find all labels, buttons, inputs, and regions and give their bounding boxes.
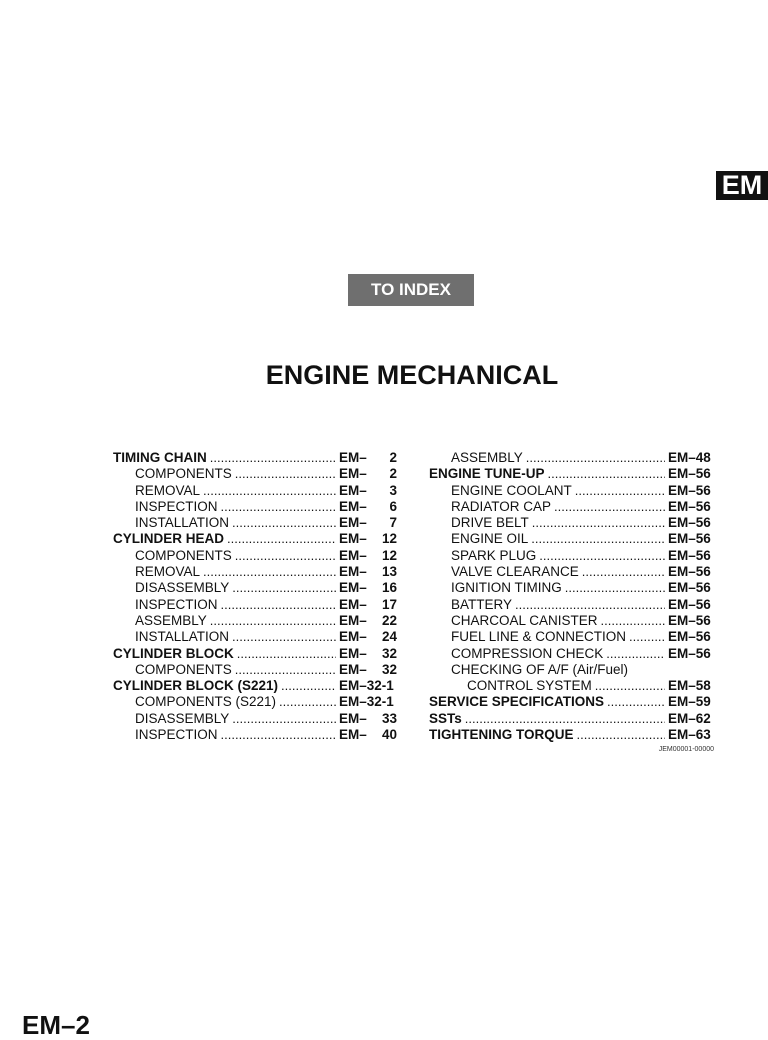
toc-page-ref xyxy=(339,694,397,710)
toc-entry-label: REMOVAL xyxy=(135,564,201,580)
toc-leader-dots xyxy=(575,483,665,499)
toc-page-prefix: EM– xyxy=(339,629,367,645)
toc-entry[interactable] xyxy=(429,499,712,515)
toc-page-number: 13 xyxy=(381,564,397,580)
toc-entry[interactable] xyxy=(113,483,397,499)
toc-entry-label: ASSEMBLY xyxy=(135,612,207,628)
toc-page-prefix: EM–56 xyxy=(668,596,711,612)
toc-leader-dots xyxy=(577,727,665,743)
toc-leader-dots xyxy=(582,564,665,580)
toc-page-ref xyxy=(339,466,397,482)
toc-leader-dots xyxy=(532,515,665,531)
toc-leader-dots xyxy=(281,678,336,694)
toc-page-prefix: EM– xyxy=(339,466,367,482)
toc-entry[interactable] xyxy=(113,580,397,596)
toc-page-ref xyxy=(339,483,397,499)
toc-page-number: 24 xyxy=(381,629,397,645)
toc-leader-dots xyxy=(235,466,336,482)
toc-page-number: 12 xyxy=(381,547,397,563)
toc-page-prefix: EM–59 xyxy=(668,694,711,710)
toc-entry[interactable] xyxy=(429,548,712,564)
toc-entry-label: TIGHTENING TORQUE xyxy=(429,727,574,743)
toc-page-ref xyxy=(668,515,712,531)
toc-page-ref xyxy=(339,515,397,531)
toc-page-prefix: EM–56 xyxy=(668,515,711,531)
toc-entry-label: COMPRESSION CHECK xyxy=(451,645,604,661)
toc-entry-label: ENGINE COOLANT xyxy=(451,482,572,498)
toc-leader-dots xyxy=(232,629,336,645)
toc-leader-dots xyxy=(221,597,336,613)
toc-entry[interactable] xyxy=(113,466,397,482)
toc-entry-label: COMPONENTS xyxy=(135,466,232,482)
toc-leader-dots xyxy=(548,466,665,482)
toc-leader-dots xyxy=(235,662,336,678)
toc-page-number: 32 xyxy=(381,661,397,677)
toc-page-ref xyxy=(339,646,397,662)
toc-entry-label: CYLINDER HEAD xyxy=(113,531,225,547)
toc-leader-dots xyxy=(210,613,336,629)
toc-entry[interactable] xyxy=(429,597,712,613)
toc-entry[interactable] xyxy=(429,662,712,678)
toc-page-ref xyxy=(668,564,712,580)
toc-page-ref xyxy=(339,499,397,515)
toc-entry[interactable] xyxy=(429,613,712,629)
toc-page-prefix: EM– xyxy=(339,661,367,677)
toc-page-ref xyxy=(339,662,397,678)
toc-entry-label: FUEL LINE & CONNECTION xyxy=(451,629,627,645)
toc-entry[interactable] xyxy=(113,515,397,531)
toc-page-prefix: EM– xyxy=(339,498,367,514)
toc-page-prefix: EM– xyxy=(339,564,367,580)
toc-leader-dots xyxy=(232,711,336,727)
toc-page-ref xyxy=(668,727,712,743)
toc-entry-label: COMPONENTS xyxy=(135,661,232,677)
toc-leader-dots xyxy=(237,646,336,662)
toc-page-number: 22 xyxy=(381,612,397,628)
toc-right-column xyxy=(429,450,712,743)
toc-page-ref xyxy=(339,613,397,629)
toc-entry-label: CYLINDER BLOCK (S221) xyxy=(113,678,279,694)
toc-entry-label: ASSEMBLY xyxy=(451,450,523,465)
toc-entry[interactable] xyxy=(429,580,712,596)
toc-page-ref xyxy=(668,629,712,645)
toc-entry-label: DISASSEMBLY xyxy=(135,580,230,596)
toc-entry-label: VALVE CLEARANCE xyxy=(451,564,579,580)
toc-entry[interactable] xyxy=(429,646,712,662)
toc-entry[interactable] xyxy=(113,711,397,727)
toc-entry-label: COMPONENTS xyxy=(135,547,232,563)
toc-entry[interactable] xyxy=(113,548,397,564)
toc-page-prefix: EM–63 xyxy=(668,727,711,743)
toc-leader-dots xyxy=(629,629,665,645)
toc-leader-dots xyxy=(232,580,336,596)
toc-entry[interactable] xyxy=(113,646,397,662)
toc-entry[interactable] xyxy=(429,564,712,580)
document-code: JEM00001-00000 xyxy=(658,746,714,753)
toc-page-prefix: EM–56 xyxy=(668,498,711,514)
toc-page-ref xyxy=(668,694,712,710)
toc-page-prefix: EM–56 xyxy=(668,645,711,661)
toc-page-prefix: EM–56 xyxy=(668,466,711,482)
toc-entry-label: INSPECTION xyxy=(135,498,218,514)
toc-entry[interactable] xyxy=(113,694,397,710)
toc-entry[interactable] xyxy=(113,597,397,613)
toc-page-ref xyxy=(668,499,712,515)
toc-entry-label: INSPECTION xyxy=(135,596,218,612)
toc-page-ref xyxy=(668,548,712,564)
toc-page-ref xyxy=(339,564,397,580)
toc-entry[interactable] xyxy=(429,711,712,727)
toc-page-prefix: EM–56 xyxy=(668,629,711,645)
toc-page-ref xyxy=(339,450,397,466)
toc-entry[interactable] xyxy=(113,450,397,466)
toc-page-prefix: EM–32-1 xyxy=(339,694,394,710)
toc-leader-dots xyxy=(210,450,336,466)
toc-entry-label: CONTROL SYSTEM xyxy=(467,678,592,694)
to-index-button[interactable]: TO INDEX xyxy=(348,274,474,306)
toc-page-ref xyxy=(339,727,397,743)
toc-page-ref xyxy=(339,531,397,547)
toc-entry-label: SPARK PLUG xyxy=(451,547,537,563)
toc-leader-dots xyxy=(515,597,665,613)
toc-page-ref xyxy=(668,678,712,694)
toc-entry-label: BATTERY xyxy=(451,596,513,612)
toc-page-ref xyxy=(339,580,397,596)
toc-entry[interactable] xyxy=(113,613,397,629)
toc-leader-dots xyxy=(601,613,665,629)
toc-page-prefix: EM–62 xyxy=(668,710,711,726)
toc-leader-dots xyxy=(232,515,336,531)
toc-page-prefix: EM– xyxy=(339,482,367,498)
toc-leader-dots xyxy=(227,531,336,547)
toc-page-ref xyxy=(668,711,712,727)
page-title: ENGINE MECHANICAL xyxy=(265,360,559,390)
toc-entry-label: SSTs xyxy=(429,710,462,726)
toc-entry[interactable] xyxy=(429,483,712,499)
toc-page-ref xyxy=(668,466,712,482)
toc-entry[interactable] xyxy=(429,450,712,466)
toc-entry-label: IGNITION TIMING xyxy=(451,580,562,596)
toc-leader-dots xyxy=(539,548,665,564)
toc-page-ref xyxy=(339,597,397,613)
toc-leader-dots xyxy=(203,564,336,580)
toc-page-ref xyxy=(668,646,712,662)
toc-entry-label: SERVICE SPECIFICATIONS xyxy=(429,694,605,710)
toc-leader-dots xyxy=(279,694,336,710)
toc-entry[interactable] xyxy=(429,678,712,694)
toc-entry[interactable] xyxy=(429,727,712,743)
toc-left-column xyxy=(113,450,397,743)
toc-leader-dots xyxy=(595,678,665,694)
toc-leader-dots xyxy=(607,694,665,710)
toc-page-ref xyxy=(339,678,397,694)
toc-page-prefix: EM– xyxy=(339,727,367,743)
toc-entry[interactable] xyxy=(429,515,712,531)
page-number-footer: EM–2 xyxy=(22,1010,90,1040)
toc-entry-label: TIMING CHAIN xyxy=(113,450,207,465)
toc-entry[interactable] xyxy=(113,564,397,580)
toc-page-prefix: EM–58 xyxy=(668,678,711,694)
toc-entry[interactable] xyxy=(113,629,397,645)
toc-leader-dots xyxy=(203,483,336,499)
toc-page-prefix: EM– xyxy=(339,612,367,628)
toc-page-number: 3 xyxy=(389,482,397,498)
toc-page-ref xyxy=(339,629,397,645)
toc-page-ref xyxy=(668,531,712,547)
toc-page-prefix: EM–56 xyxy=(668,547,711,563)
toc-entry[interactable] xyxy=(429,531,712,547)
toc-page-prefix: EM–56 xyxy=(668,580,711,596)
toc-page-number: 7 xyxy=(389,515,397,531)
toc-entry[interactable] xyxy=(113,499,397,515)
toc-page-prefix: EM–56 xyxy=(668,564,711,580)
toc-entry-label: ENGINE OIL xyxy=(451,531,529,547)
toc-page-number: 6 xyxy=(389,498,397,514)
toc-entry-label: CYLINDER BLOCK xyxy=(113,645,234,661)
toc-entry-label: CHARCOAL CANISTER xyxy=(451,612,598,628)
toc-entry-label: INSTALLATION xyxy=(135,629,230,645)
toc-page-number: 33 xyxy=(381,710,397,726)
toc-entry-label: INSTALLATION xyxy=(135,515,230,531)
toc-page-ref xyxy=(668,613,712,629)
toc-page-ref xyxy=(668,483,712,499)
toc-entry-label: COMPONENTS (S221) xyxy=(135,694,277,710)
toc-page-ref xyxy=(339,711,397,727)
toc-page-prefix: EM– xyxy=(339,450,367,465)
toc-page-prefix: EM– xyxy=(339,580,367,596)
toc-entry[interactable] xyxy=(429,694,712,710)
toc-page-prefix: EM–56 xyxy=(668,612,711,628)
toc-entry-label: RADIATOR CAP xyxy=(451,498,552,514)
toc-entry[interactable] xyxy=(429,466,712,482)
toc-leader-dots xyxy=(554,499,665,515)
toc-leader-dots xyxy=(221,499,336,515)
toc-leader-dots xyxy=(565,580,665,596)
toc-page-number: 17 xyxy=(381,596,397,612)
toc-entry-label: DISASSEMBLY xyxy=(135,710,230,726)
toc-page-prefix: EM– xyxy=(339,531,367,547)
toc-page-number: 2 xyxy=(389,450,397,465)
toc-entry-label: CHECKING OF A/F (Air/Fuel) xyxy=(451,661,629,677)
toc-page-prefix: EM– xyxy=(339,645,367,661)
toc-page-prefix: EM– xyxy=(339,547,367,563)
toc-leader-dots xyxy=(465,711,665,727)
toc-entry-label: ENGINE TUNE-UP xyxy=(429,466,545,482)
toc-leader-dots xyxy=(526,450,665,466)
toc-page-number: 2 xyxy=(389,466,397,482)
toc-leader-dots xyxy=(606,646,665,662)
toc-page-prefix: EM–56 xyxy=(668,482,711,498)
toc-page-ref xyxy=(668,597,712,613)
toc-leader-dots xyxy=(221,727,336,743)
toc-page-prefix: EM– xyxy=(339,710,367,726)
toc-page-prefix: EM– xyxy=(339,596,367,612)
toc-page-number: 32 xyxy=(381,645,397,661)
toc-page-prefix: EM–56 xyxy=(668,531,711,547)
toc-entry-label: REMOVAL xyxy=(135,482,201,498)
toc-page-number: 12 xyxy=(381,531,397,547)
toc-entry[interactable] xyxy=(429,629,712,645)
toc-page-prefix: EM–32-1 xyxy=(339,678,394,694)
toc-entry[interactable] xyxy=(113,727,397,743)
toc-entry[interactable] xyxy=(113,662,397,678)
section-tab-em: EM xyxy=(716,171,768,200)
toc-leader-dots xyxy=(531,531,665,547)
toc-entry-label: DRIVE BELT xyxy=(451,515,529,531)
toc-entry[interactable] xyxy=(113,531,397,547)
toc-page-number: 40 xyxy=(381,727,397,743)
toc-page-ref xyxy=(339,548,397,564)
toc-page-prefix: EM– xyxy=(339,515,367,531)
toc-leader-dots xyxy=(235,548,336,564)
toc-entry-label: INSPECTION xyxy=(135,727,218,743)
toc-page-ref xyxy=(668,580,712,596)
toc-page-prefix: EM–48 xyxy=(668,450,711,465)
toc-page-number: 16 xyxy=(381,580,397,596)
toc-entry[interactable] xyxy=(113,678,397,694)
toc-page-ref xyxy=(668,450,712,466)
